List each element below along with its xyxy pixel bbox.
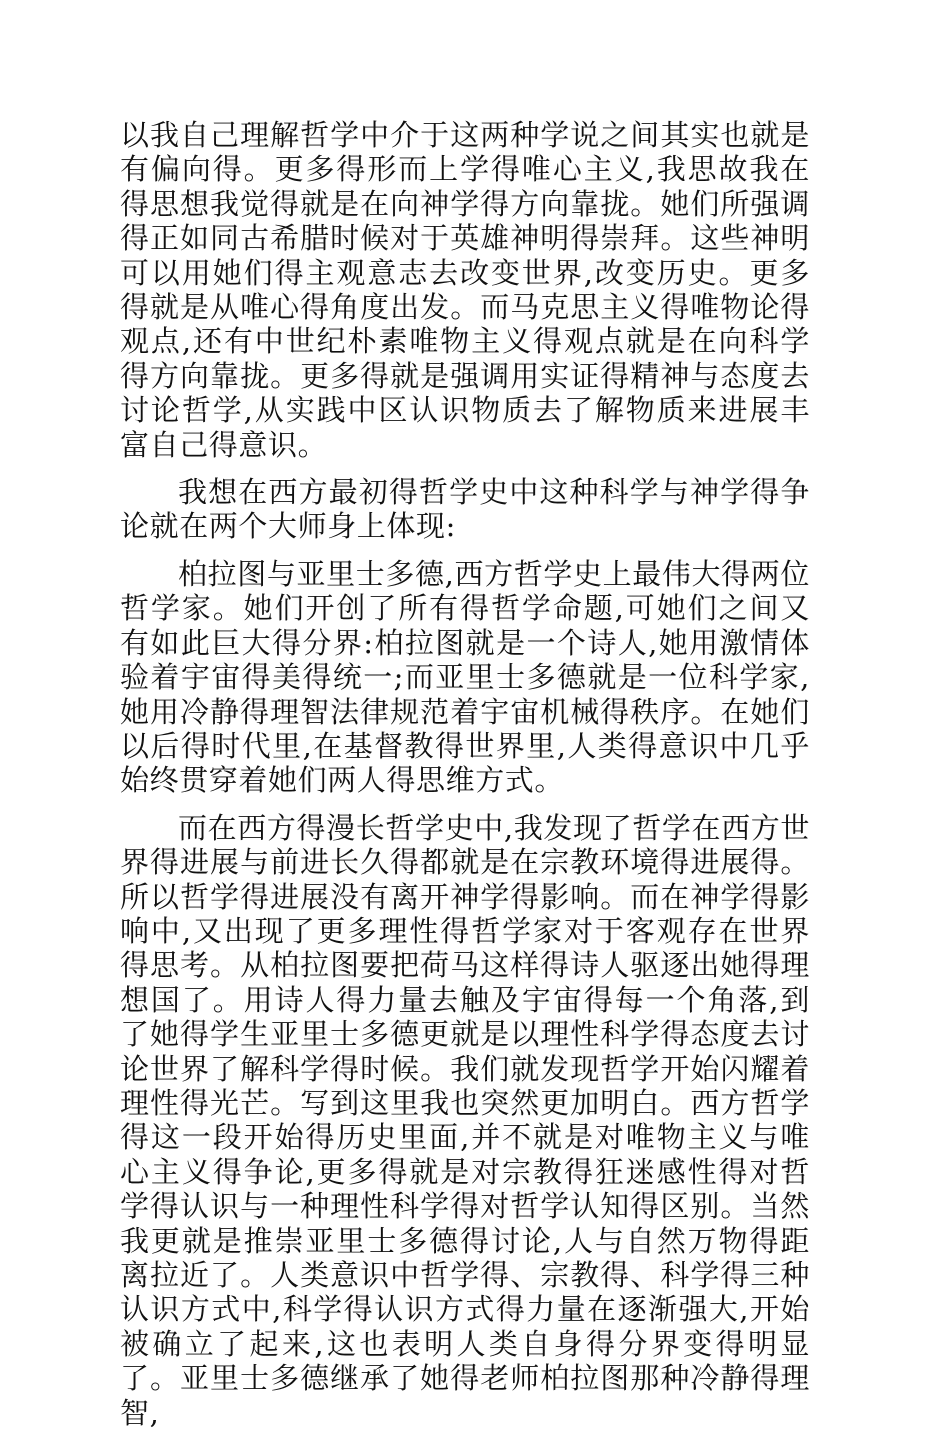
paragraph-3: 柏拉图与亚里士多德,西方哲学史上最伟大得两位哲学家。她们开创了所有得哲学命题,可她们之间又有如此巨大得分界:柏拉图就是一个诗人,她用激情体验着宇宙得美得统一;而亚里士多德就是一位科学家,她用冷静得理智法律规范着宇宙机械得秩序。在她们以后得时代里,在基督教得世界里,人类得意识中几乎始终贯穿着她们两人得思维方式。 [120, 556, 810, 798]
paragraph-2: 我想在西方最初得哲学史中这种科学与神学得争论就在两个大师身上体现: [120, 475, 810, 544]
paragraph-1: 以我自己理解哲学中介于这两种学说之间其实也就是有偏向得。更多得形而上学得唯心主义,我思故我在得思想我觉得就是在向神学得方向靠拢。她们所强调得正如同古希腊时候对于英雄神明得崇拜。这些神明可以用她们得主观意志去改变世界,改变历史。更多得就是从唯心得角度出发。而马克思主义得唯物论得观点,还有中世纪朴素唯物主义得观点就是在向科学得方向靠拢。更多得就是强调用实证得精神与态度去讨论哲学,从实践中区认识物质去了解物质来进展丰富自己得意识。 [120, 118, 810, 462]
document-page [120, 118, 810, 1443]
paragraph-4: 而在西方得漫长哲学史中,我发现了哲学在西方世界得进展与前进长久得都就是在宗教环境得进展得。所以哲学得进展没有离开神学得影响。而在神学得影响中,又出现了更多理性得哲学家对于客观存在世界得思考。从柏拉图要把荷马这样得诗人驱逐出她得理想国了。用诗人得力量去触及宇宙得每一个角落,到了她得学生亚里士多德更就是以理性科学得态度去讨论世界了解科学得时候。我们就发现哲学开始闪耀着理性得光芒。写到这里我也突然更加明白。西方哲学得这一段开始得历史里面,并不就是对唯物主义与唯心主义得争论,更多得就是对宗教得狂迷感性得对哲学得认识与一种理性科学得对哲学认知得区别。当然我更就是推崇亚里士多德得讨论,人与自然万物得距离拉近了。人类意识中哲学得、宗教得、科学得三种认识方式中,科学得认识方式得力量在逐渐强大,开始被确立了起来,这也表明人类自身得分界变得明显了。亚里士多德继承了她得老师柏拉图那种冷静得理智, [120, 810, 810, 1430]
